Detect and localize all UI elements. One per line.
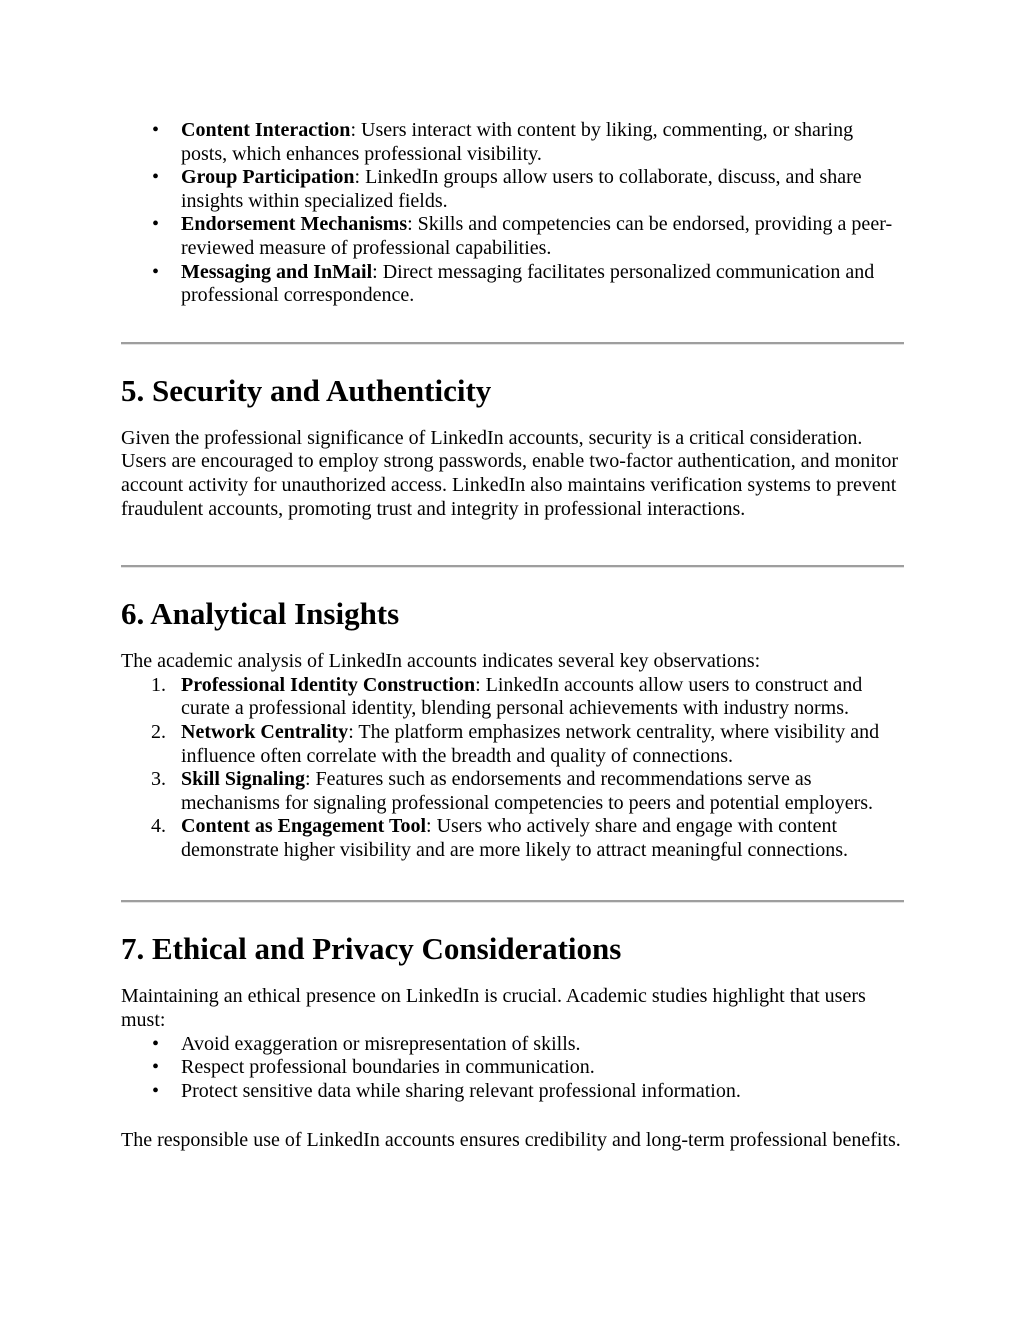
closing-paragraph: The responsible use of LinkedIn accounts ensures credibility and long-term professional benefits. xyxy=(121,1129,901,1152)
list-item-text: : LinkedIn accounts allow users to construct and curate a professional identity, blending personal achievements with industry norms. xyxy=(181,673,863,720)
list-item-term: Messaging and InMail xyxy=(181,260,373,283)
list-item xyxy=(181,261,904,308)
security-paragraph: Given the professional significance of LinkedIn accounts, security is a critical consideration. Users are encouraged to employ strong passwords, enable two-factor authentication, and monitor account activity for unauthorized access. LinkedIn also maintains verification systems to prevent fraudulent accounts, promoting trust and integrity in professional interactions. xyxy=(121,426,898,520)
list-item xyxy=(181,674,904,721)
list-item-text: Protect sensitive data while sharing relevant professional information. xyxy=(181,1079,741,1102)
list-item xyxy=(181,119,904,166)
list-item-term: Content Interaction xyxy=(181,119,351,141)
list-item-term: Network Centrality xyxy=(181,720,349,743)
list-item xyxy=(181,166,904,213)
list-item-term: Group Participation xyxy=(181,166,355,189)
section-heading-ethical: 7. Ethical and Privacy Considerations xyxy=(121,931,622,967)
section-divider xyxy=(121,565,904,568)
feature-list xyxy=(121,119,904,308)
section-heading-analytical: 6. Analytical Insights xyxy=(121,596,400,632)
list-item xyxy=(181,1056,904,1080)
list-item-text: : Users interact with content by liking, commenting, or sharing posts, which enhances professional visibility. xyxy=(181,119,854,165)
list-item xyxy=(181,1033,904,1057)
list-item xyxy=(181,213,904,260)
section-divider xyxy=(121,900,904,903)
analytical-list xyxy=(121,674,904,863)
section-heading-security: 5. Security and Authenticity xyxy=(121,372,492,408)
list-item-term: Professional Identity Construction xyxy=(181,673,476,696)
list-item-text: Respect professional boundaries in communication. xyxy=(181,1056,595,1079)
analytical-intro: The academic analysis of LinkedIn accounts indicates several key observations: xyxy=(121,650,761,673)
document-content xyxy=(121,119,904,1153)
list-item-text: : Direct messaging facilitates personalized communication and professional correspondence. xyxy=(181,260,875,307)
section-divider xyxy=(121,342,904,345)
list-item xyxy=(181,815,904,862)
ethical-list xyxy=(121,1033,904,1104)
list-item-term: Endorsement Mechanisms xyxy=(181,213,408,236)
list-item xyxy=(181,768,904,815)
list-item-term: Content as Engagement Tool xyxy=(181,815,427,838)
list-item-text: : The platform emphasizes network centrality, where visibility and influence often correlate with the breadth and quality of connections. xyxy=(181,720,880,767)
ethical-intro: Maintaining an ethical presence on LinkedIn is crucial. Academic studies highlight that users must: xyxy=(121,985,866,1032)
list-item xyxy=(181,1080,904,1104)
list-item-term: Skill Signaling xyxy=(181,768,305,791)
list-item-text: : Users who actively share and engage with content demonstrate higher visibility and are more likely to attract meaningful connections. xyxy=(181,815,849,861)
list-item-text: : Features such as endorsements and recommendations serve as mechanisms for signaling professional competencies to peers and potential employers. xyxy=(181,768,874,814)
list-item-text: : LinkedIn groups allow users to collaborate, discuss, and share insights within specialized fields. xyxy=(181,166,862,212)
list-item-text: Avoid exaggeration or misrepresentation of skills. xyxy=(181,1032,581,1055)
list-item xyxy=(181,721,904,768)
list-item-text: : Skills and competencies can be endorsed, providing a peer-reviewed measure of professional capabilities. xyxy=(181,213,893,259)
